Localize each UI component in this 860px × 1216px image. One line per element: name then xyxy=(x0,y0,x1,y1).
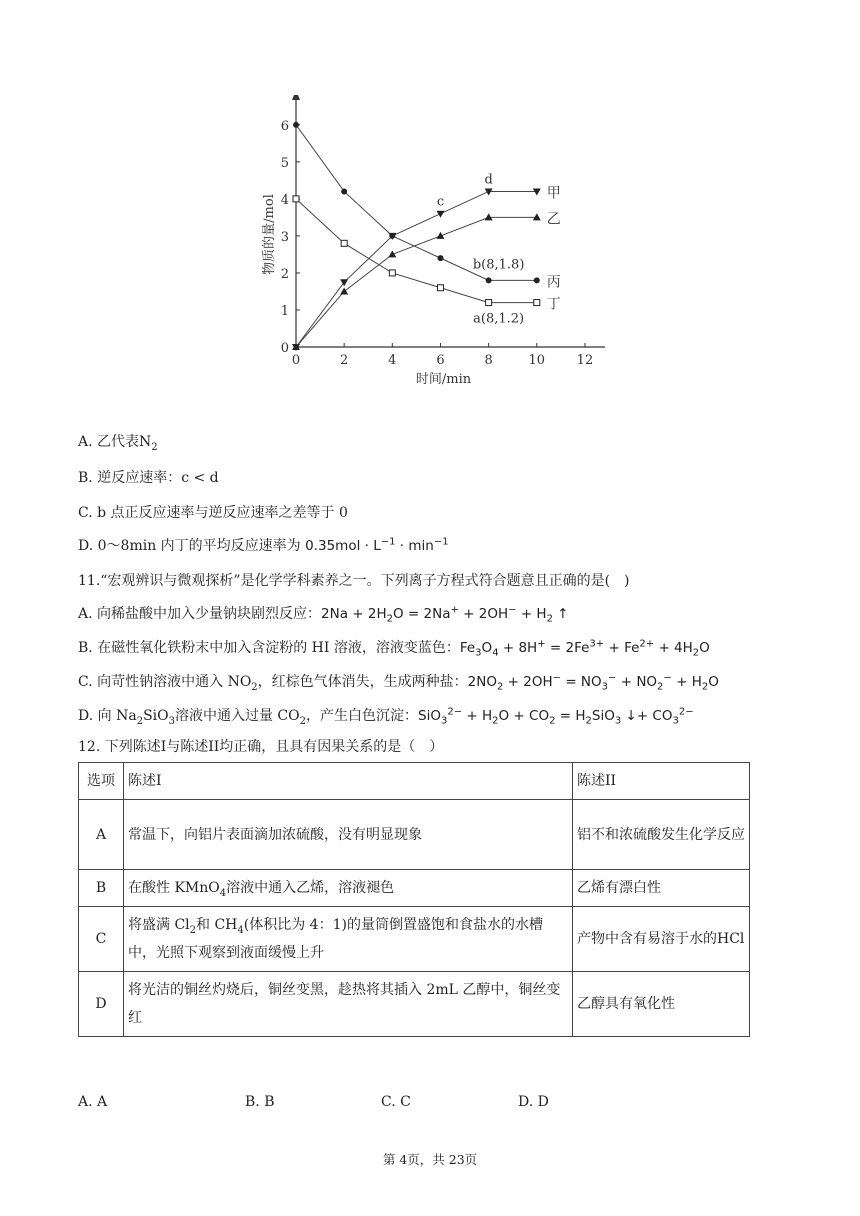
table-header-row xyxy=(79,763,750,800)
data-point xyxy=(436,211,444,218)
y-tick-label: 0 xyxy=(280,341,289,356)
y-tick-label: 6 xyxy=(280,118,289,134)
y-axis-arrow xyxy=(292,95,300,100)
data-point xyxy=(293,196,299,202)
data-point xyxy=(341,240,347,246)
q10-option-a: A. 乙代表$N_2$ xyxy=(78,434,158,453)
header-option: 选项 xyxy=(79,763,124,800)
y-tick-label: 5 xyxy=(280,155,289,171)
x-tick-label: 4 xyxy=(388,353,397,368)
x-tick-label: 2 xyxy=(340,353,349,368)
data-point xyxy=(436,232,444,239)
q12-stem: 12. 下列陈述I与陈述II均正确，且具有因果关系的是（ ） xyxy=(78,739,444,755)
point-annotation: d xyxy=(484,172,493,188)
y-tick-label: 2 xyxy=(280,266,289,282)
reaction-chart xyxy=(255,95,605,395)
x-tick-label: 12 xyxy=(576,353,594,368)
series-label-甲: 甲 xyxy=(546,185,561,202)
x-tick-label: 6 xyxy=(436,353,445,368)
q12-option-c: C. C xyxy=(381,1094,411,1110)
q11-stem: 11.“宏观辨识与微观探析”是化学学科素养之一。下列离子方程式符合题意且正确的是( ) xyxy=(78,573,630,589)
q11-option-c: C. 向苛性钠溶液中通入 $NO_2$，红棕色气体消失，生成两种盐：$2NO_2 + 2OH^- = NO_3^- + NO_2^- + H_2O$ xyxy=(78,672,719,693)
data-point xyxy=(437,255,443,261)
x-tick-label: 8 xyxy=(484,353,493,368)
y-tick-label: 1 xyxy=(280,303,289,319)
q10-option-c: C. b 点正反应速率与逆反应速率之差等于 0 xyxy=(78,505,348,521)
table-row: A 常温下，向铝片表面滴加浓硫酸，没有明显现象 铝不和浓硫酸发生化学反应 xyxy=(79,800,750,870)
series-label-乙: 乙 xyxy=(546,211,561,228)
q12-option-d: D. D xyxy=(518,1094,549,1110)
x-tick-label: 0 xyxy=(291,353,301,368)
header-statement-2: 陈述II xyxy=(573,763,750,800)
y-axis-label: 物质的量/mol xyxy=(262,194,277,275)
q10-option-b: B. 逆反应速率：c < d xyxy=(78,470,219,486)
data-point xyxy=(534,277,540,283)
data-point xyxy=(340,287,348,294)
y-tick-label: 4 xyxy=(280,192,289,208)
y-tick-label: 3 xyxy=(280,229,289,245)
q12-option-b: B. B xyxy=(245,1094,275,1110)
page-footer: 第 4页，共 23页 xyxy=(382,1152,478,1167)
table-row: D 将光洁的铜丝灼烧后，铜丝变黑，趁热将其插入 2mL 乙醇中，铜丝变红 乙醇具有氧化性 xyxy=(79,972,750,1037)
data-point xyxy=(534,300,540,306)
point-annotation: b(8,1.8) xyxy=(472,257,525,273)
q10-option-d: D. 0～8min 内丁的平均反应速率为 $0.35mol \cdot L^{-1} \cdot \min^{-1}$ xyxy=(78,536,449,554)
series-label-丁: 丁 xyxy=(546,296,561,313)
series-line-乙 xyxy=(296,217,537,347)
table-row: C 将盛满 $Cl_2$和 $CH_4$(体积比为 4：1)的量筒倒置盛饱和食盐水的水槽中，光照下观察到液面缓慢上升 产物中含有易溶于水的HCl xyxy=(79,907,750,972)
q11-option-a: A. 向稀盐酸中加入少量钠块剧烈反应：$2Na + 2H_2O = 2Na^+ + 2OH^- + H_2$ ↑ xyxy=(78,604,569,625)
header-statement-1: 陈述I xyxy=(124,763,573,800)
data-point xyxy=(388,250,396,257)
data-point xyxy=(293,122,299,128)
series-label-丙: 丙 xyxy=(546,274,561,291)
x-tick-label: 10 xyxy=(528,353,546,368)
q12-options xyxy=(78,1094,778,1114)
data-point xyxy=(486,277,492,283)
data-point xyxy=(341,188,347,194)
x-axis-label: 时间/min xyxy=(415,372,472,387)
q12-table xyxy=(78,762,750,1037)
data-point xyxy=(486,300,492,306)
data-point xyxy=(389,233,395,239)
q12-option-a: A. A xyxy=(78,1094,108,1110)
data-point xyxy=(437,285,443,291)
q11-option-d: D. 向 $Na_2SiO_3$溶液中通入过量 $CO_2$，产生白色沉淀：$SiO_3^{2-} + H_2O + CO_2 = H_2SiO_3$ ↓+ $CO_3^{2-}$ xyxy=(78,706,694,727)
q11-option-b: B. 在磁性氧化铁粉末中加入含淀粉的 HI 溶液，溶液变蓝色：$Fe_3O_4 + 8H^+ = 2Fe^{3+} + Fe^{2+} + 4H_2O$ xyxy=(78,638,710,659)
point-annotation: a(8,1.2) xyxy=(473,311,525,327)
table-row: B 在酸性 KMnO$_4$溶液中通入乙烯，溶液褪色 乙烯有漂白性 xyxy=(79,870,750,907)
data-point xyxy=(389,270,395,276)
series-line-丁 xyxy=(296,199,537,303)
point-annotation: c xyxy=(436,194,445,210)
